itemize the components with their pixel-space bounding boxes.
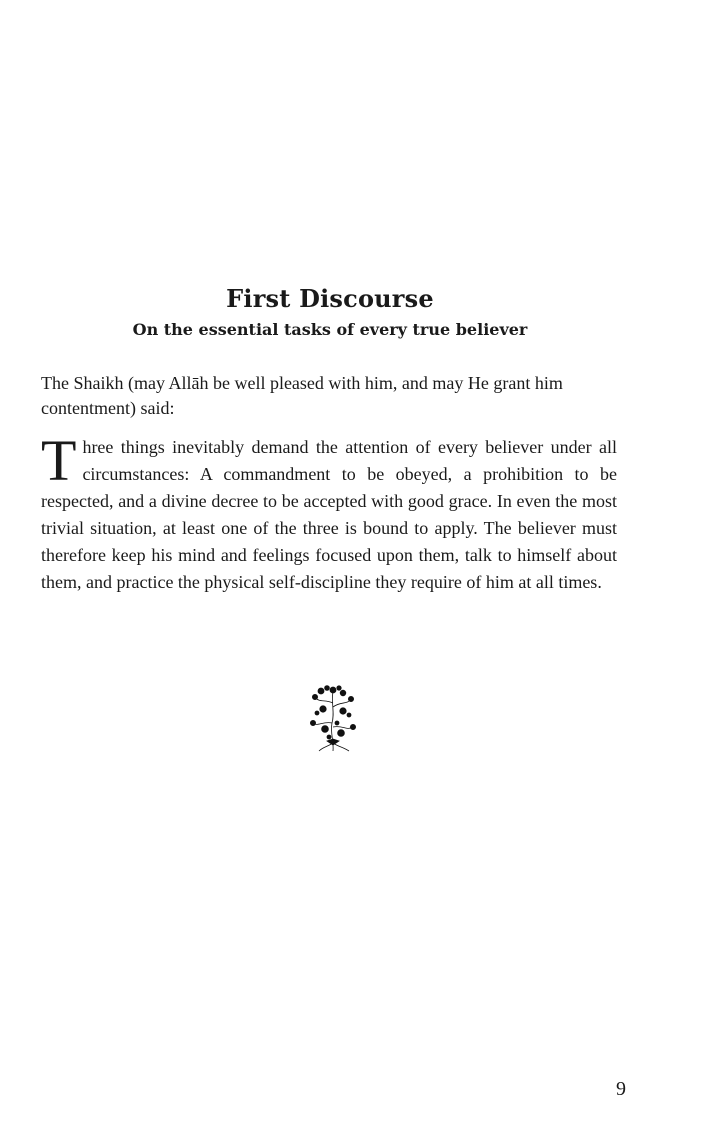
body-text: hree things inevitably demand the attention of every believer under all circumstances: A commandment to be obeyed, a prohibition to be respected, and a divine decree to be accepted with good grace. In even the most trivial situation, at least one of the three is bound to apply. The believer must therefore keep his mind and feelings focused upon them, talk to himself about them, and practice the physical self-discipline they require of him at all times. [41, 437, 617, 592]
page-subtitle: On the essential tasks of every true believer [132, 320, 528, 339]
drop-cap: T [41, 428, 77, 493]
floral-ornament-icon [303, 683, 363, 755]
page-number: 9 [616, 1078, 626, 1100]
page-title: First Discourse [226, 284, 434, 313]
intro-paragraph: The Shaikh (may Allāh be well pleased with him, and may He grant him contentment) said: [41, 373, 563, 418]
body-paragraph [41, 428, 617, 596]
